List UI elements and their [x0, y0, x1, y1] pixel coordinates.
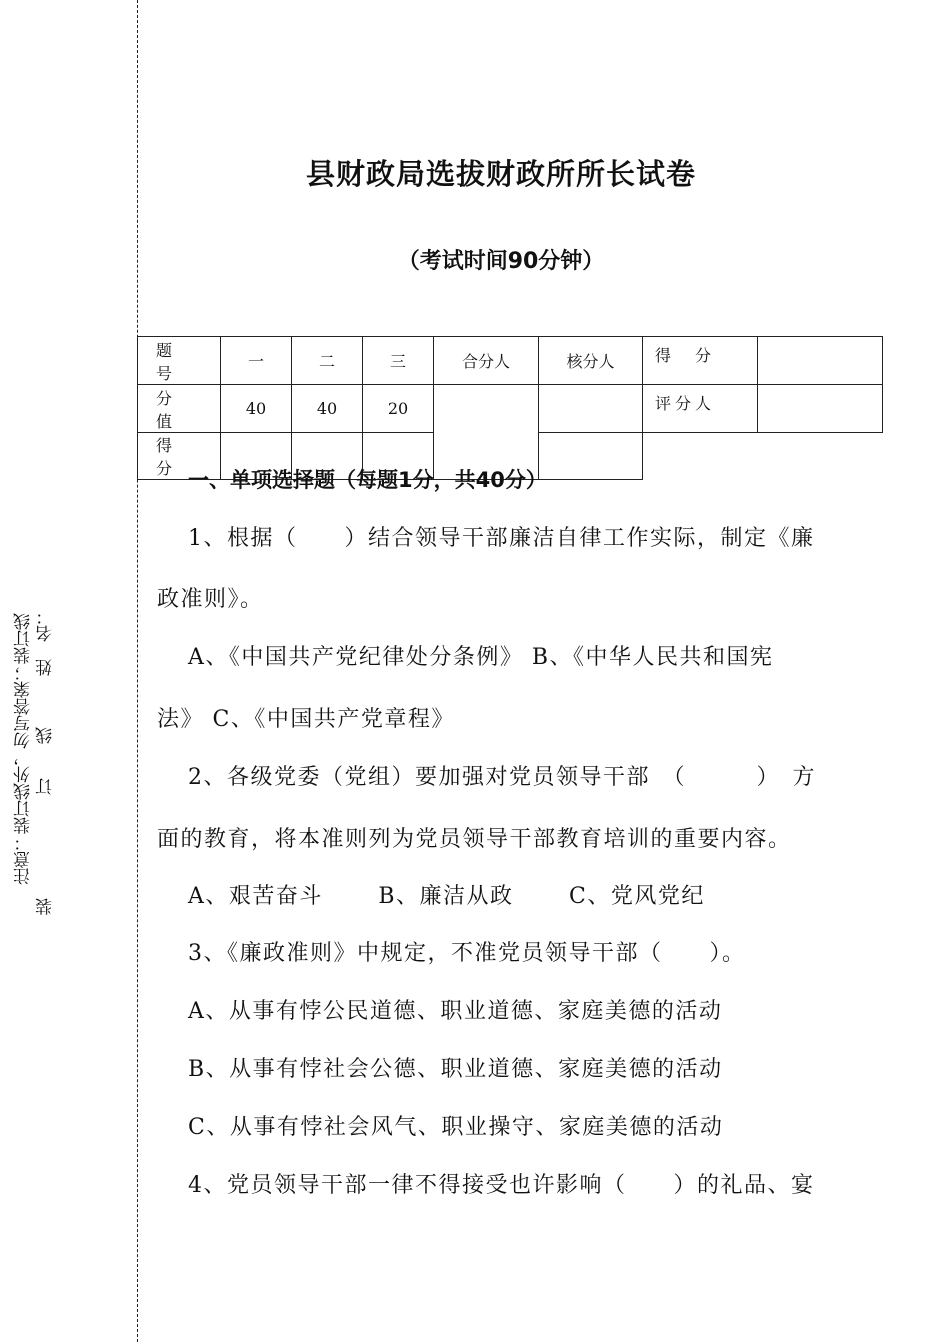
table-cell: 合分人: [434, 337, 539, 385]
table-cell: 一: [221, 337, 292, 385]
table-cell: 评分人: [643, 385, 758, 433]
section-heading: 一、单项选择题（每题1分，共40分）: [188, 468, 547, 492]
question-line: 1、根据（ ）结合领导干部廉洁自律工作实际，制定《廉: [188, 526, 815, 551]
table-cell[interactable]: [539, 385, 643, 433]
question-line: 3、《廉政准则》中规定，不准党员领导干部（ ）。: [188, 941, 746, 966]
question-line: 2、各级党委（党组）要加强对党员领导干部 （ ） 方: [188, 765, 816, 790]
table-cell: 三: [363, 337, 434, 385]
question-line: 4、党员领导干部一律不得接受也许影响（ ）的礼品、宴: [188, 1173, 815, 1198]
table-cell[interactable]: [539, 433, 643, 480]
exam-duration: （考试时间90分钟）: [397, 249, 605, 274]
table-cell: 40: [221, 385, 292, 433]
table-cell: 核分人: [539, 337, 643, 385]
score-table: [137, 336, 883, 480]
table-row: [138, 385, 883, 433]
binding-note: 注意：装订线外，勿写答案；装订线: [14, 613, 34, 885]
table-cell: 20: [363, 385, 434, 433]
table-cell: 得 分: [138, 433, 221, 480]
table-cell: 得 分: [643, 337, 758, 385]
binding-note-line2: 订 线 姓 名：: [36, 608, 56, 795]
question-option: B、从事有悖社会公德、职业道德、家庭美德的活动: [188, 1057, 723, 1082]
table-cell: 二: [292, 337, 363, 385]
table-row: [138, 337, 883, 385]
exam-title: 县财政局选拔财政所所长试卷: [305, 157, 696, 191]
question-option: A、《中国共产党纪律处分条例》 B、《中华人民共和国宪: [188, 645, 774, 670]
question-option: 法》 C、《中国共产党章程》: [157, 707, 455, 732]
table-cell[interactable]: [758, 385, 883, 433]
question-line: 政准则》。: [157, 587, 264, 612]
table-cell: 分 值: [138, 385, 221, 433]
binding-dashed-line: [137, 0, 138, 1342]
binding-note-line3: 装: [36, 898, 56, 915]
question-line: 面的教育，将本准则列为党员领导干部教育培训的重要内容。: [157, 827, 792, 852]
table-cell: [643, 433, 883, 480]
table-cell: 40: [292, 385, 363, 433]
question-option: A、从事有悖公民道德、职业道德、家庭美德的活动: [188, 999, 723, 1024]
question-option: A、艰苦奋斗 B、廉洁从政 C、党风党纪: [188, 884, 705, 909]
question-option: C、从事有悖社会风气、职业操守、家庭美德的活动: [188, 1115, 724, 1140]
table-cell: 题 号: [138, 337, 221, 385]
table-cell[interactable]: [758, 337, 883, 385]
